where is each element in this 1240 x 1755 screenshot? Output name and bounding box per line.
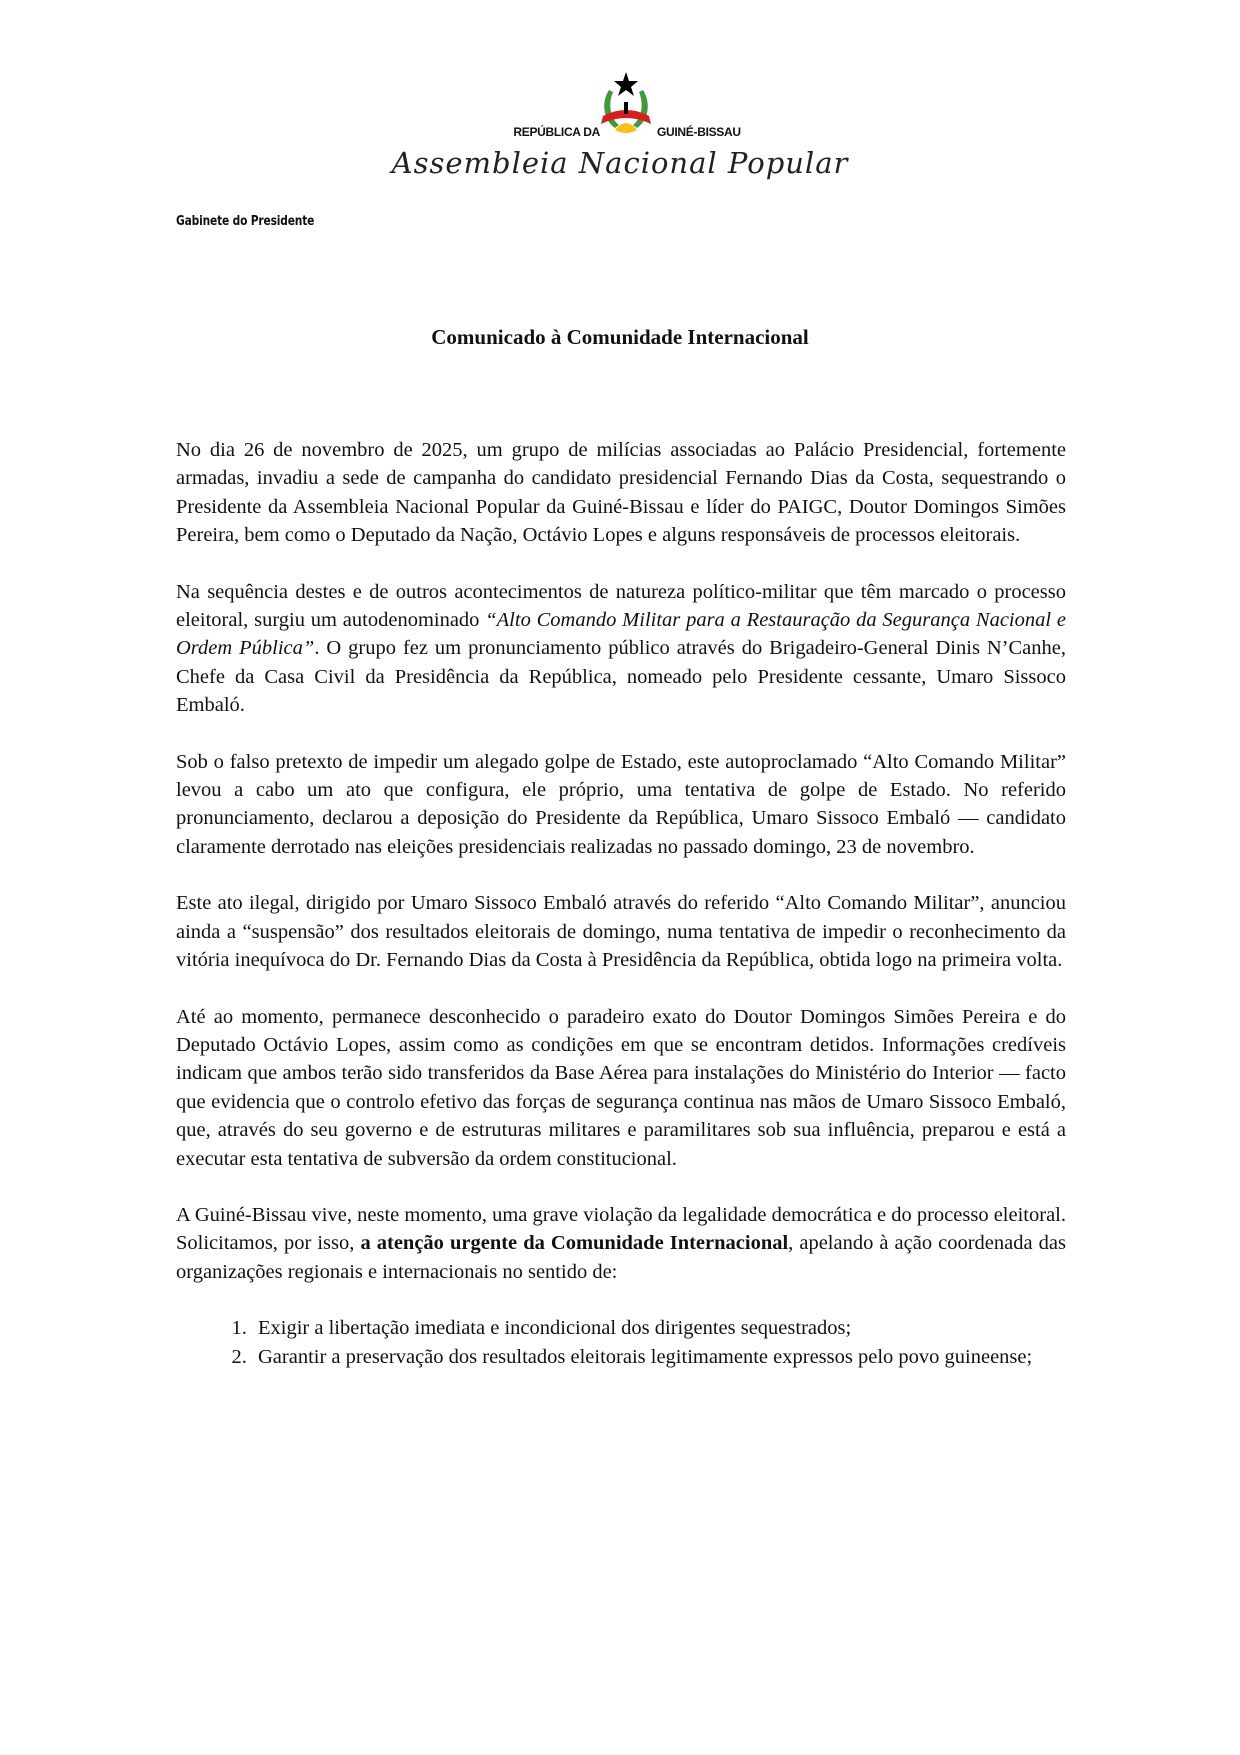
paragraph-3: Sob o falso pretexto de impedir um alegado golpe de Estado, este autoproclamado “Alto Comando Militar” levou a cabo um ato que configura, ele próprio, uma tentativa de golpe de Estado. No referido pronunciamento, declarou a deposição do Presidente da República, Umaro Sissoco Embaló — candidato claramente derrotado nas eleições presidenciais realizadas no passado domingo, 23 de novembro. — [176, 750, 1066, 858]
paragraph-4: Este ato ilegal, dirigido por Umaro Sissoco Embaló através do referido “Alto Comando Militar”, anunciou ainda a “suspensão” dos resultados eleitorais de domingo, numa tentativa de impedir o reconhecimento da vitória inequívoca do Dr. Fernando Dias da Costa à Presidência da República, obtida logo na primeira volta. — [176, 892, 1066, 972]
paragraph-6-text-end: , apelando à ação coordenada das organizações regionais e internacionais no sentido de: — [176, 1232, 1066, 1283]
paragraph-6-text: A Guiné-Bissau vive, neste momento, uma grave violação da legalidade democrática e do processo eleitoral. Solicitamos, por isso, — [176, 1203, 1066, 1255]
demands-list — [176, 1314, 1066, 1371]
paragraph-2-text: Na sequência destes e de outros acontecimentos de natureza político-militar que têm marcado o processo eleitoral, surgiu um autodenominado — [176, 580, 1066, 632]
list-item: 1. Exigir a libertação imediata e incondicional dos dirigentes sequestrados; — [252, 1314, 1066, 1342]
document-body — [176, 436, 1066, 1371]
republic-label-right: GUINÉ-BISSAU — [657, 125, 741, 139]
list-item: 2. Garantir a preservação dos resultados eleitorais legitimamente expressos pelo povo guineense; — [252, 1343, 1066, 1371]
paragraph-1: No dia 26 de novembro de 2025, um grupo de milícias associadas ao Palácio Presidencial, fortemente armadas, invadiu a sede de campanha do candidato presidencial Fernando Dias da Costa, sequestrando o Presidente da Assembleia Nacional Popular da Guiné-Bissau e líder do PAIGC, Doutor Domingos Simões Pereira, bem como o Deputado da Nação, Octávio Lopes e alguns responsáveis de processos eleitorais. — [176, 439, 1066, 547]
paragraph-2-quote: “Alto Comando Militar para a Restauração da Segurança Nacional e Ordem Pública” — [176, 609, 1066, 660]
cabinet-label: Gabinete do Presidente — [176, 214, 315, 229]
paragraph-2-text-end: . O grupo fez um pronunciamento público através do Brigadeiro-General Dinis N’Canhe, Chefe da Casa Civil da Presidência da República, nomeado pelo Presidente cessante, Umaro Sissoco Embaló. — [176, 637, 1067, 717]
paragraph-6-emphasis: a atenção urgente da Comunidade Internacional — [360, 1232, 789, 1255]
document-title: Comunicado à Comunidade Internacional — [431, 325, 809, 349]
republic-label-left: REPÚBLICA DA — [513, 125, 600, 139]
letterhead — [0, 70, 1240, 180]
coat-of-arms-icon — [595, 70, 657, 145]
paragraph-6 — [176, 1201, 1066, 1286]
assembly-name: Assembleia Nacional Popular — [391, 146, 849, 180]
paragraph-5: Até ao momento, permanece desconhecido o paradeiro exato do Doutor Domingos Simões Pereira e do Deputado Octávio Lopes, assim como as condições em que se encontram detidos. Informações credíveis indicam que ambos terão sido transferidos da Base Aérea para instalações do Ministério do Interior — facto que evidencia que o controlo efetivo das forças de segurança continua nas mãos de Umaro Sissoco Embaló, que, através do seu governo e de estruturas militares e paramilitares sob sua influência, preparou e está a executar esta tentativa de subversão da ordem constitucional. — [176, 1005, 1066, 1170]
paragraph-2 — [176, 578, 1066, 720]
